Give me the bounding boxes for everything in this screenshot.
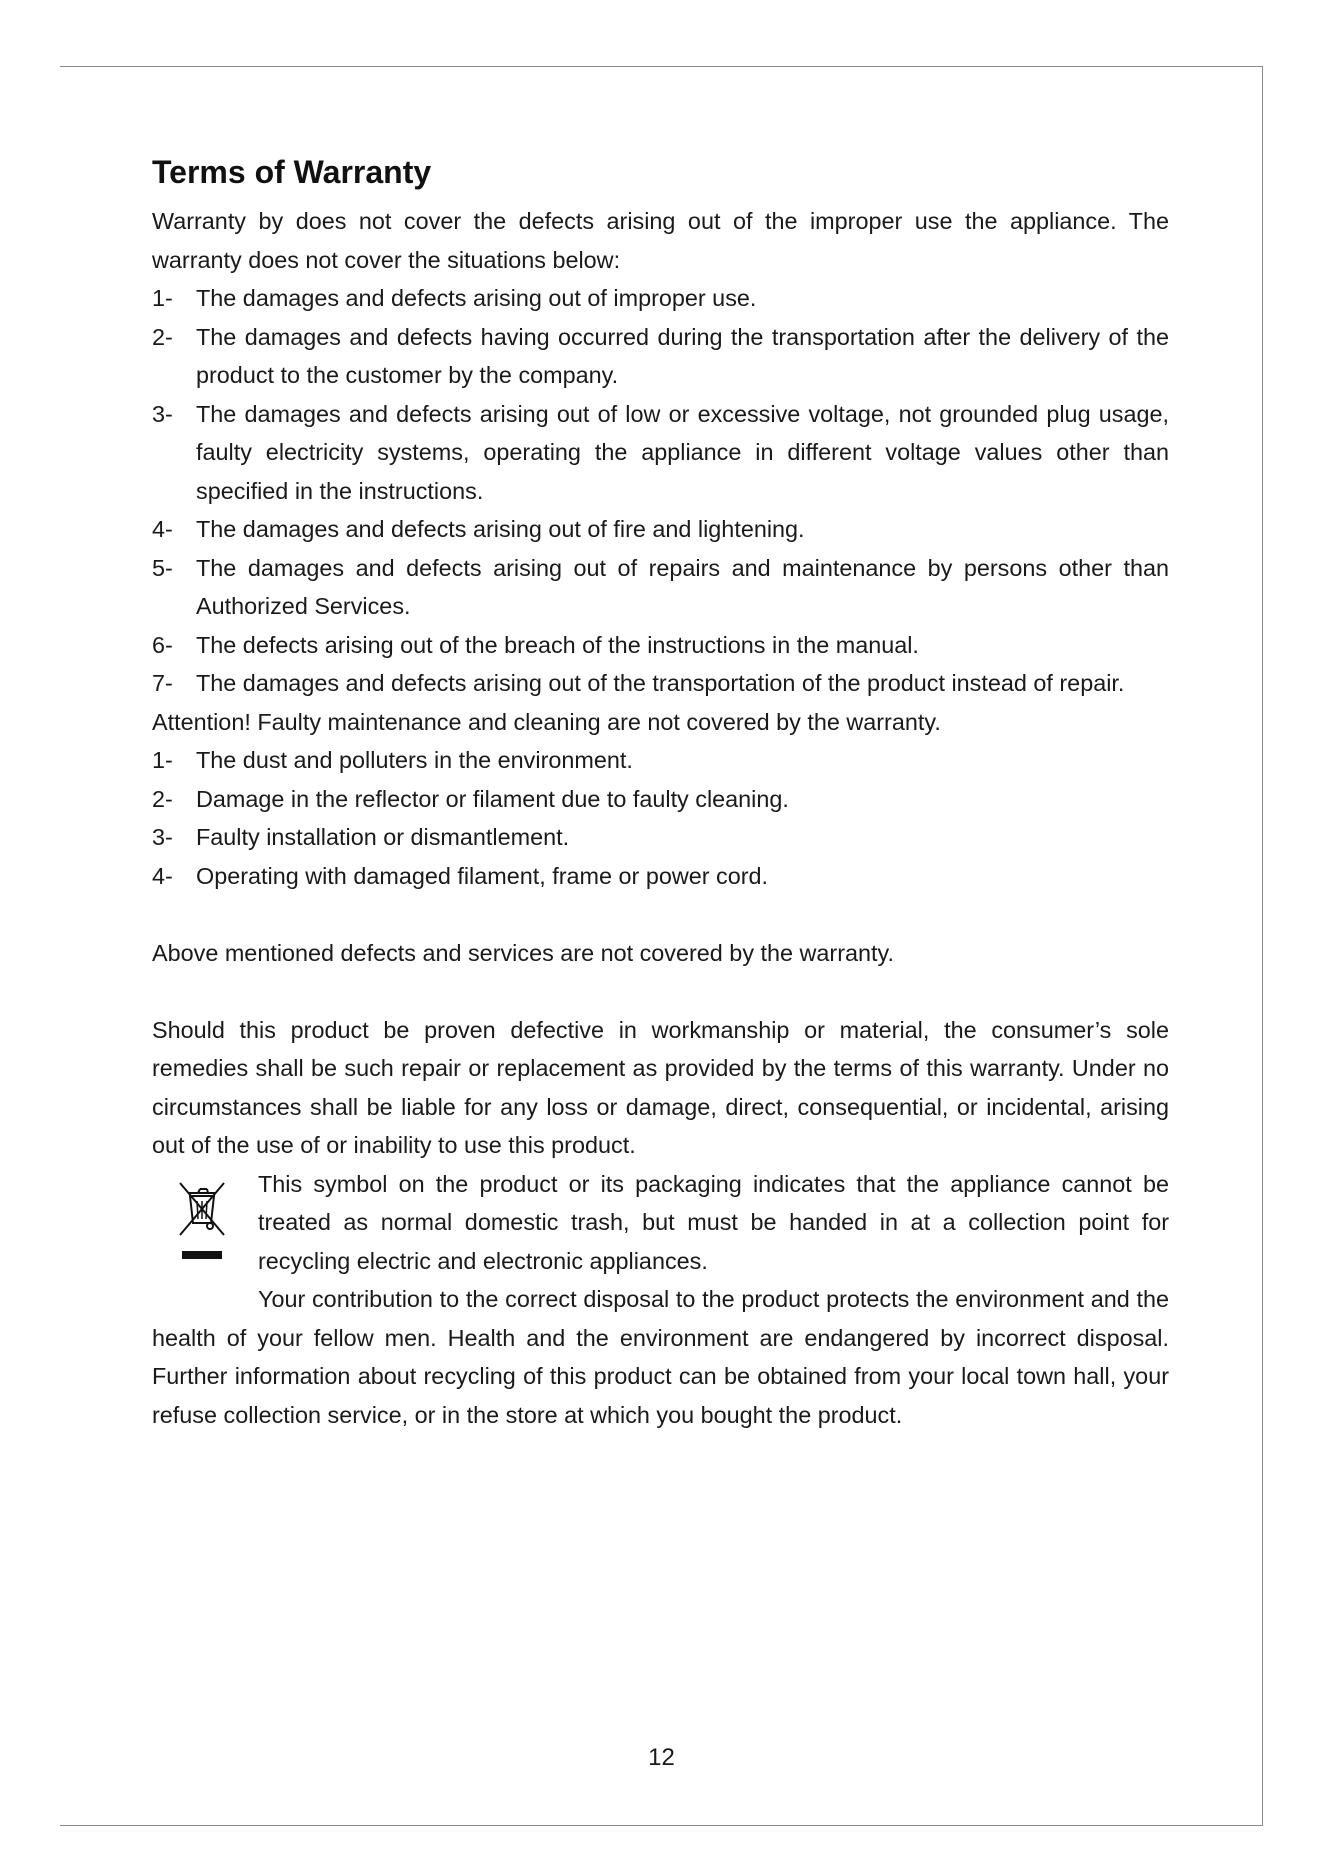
list-item <box>152 318 1169 395</box>
list-item-text: The damages and defects arising out of fire and lightening. <box>196 516 805 542</box>
page-number: 12 <box>648 1744 675 1771</box>
paragraph-spacer <box>152 972 1169 1011</box>
list-item-number: 3- <box>152 824 173 850</box>
list-item-text: The damages and defects arising out of repairs and maintenance by persons other than Authorized Services. <box>196 554 1169 619</box>
list-item-number: 3- <box>152 400 173 427</box>
list-item-number: 2- <box>152 785 173 812</box>
attention-list <box>152 741 1169 895</box>
list-item <box>152 510 1169 549</box>
list-item-text: The damages and defects having occurred during the transportation after the delivery of the product to the customer by the company. <box>196 323 1169 388</box>
list-item-number: 1- <box>152 285 173 311</box>
list-item <box>152 741 1169 780</box>
list-item-number: 7- <box>152 670 173 696</box>
list-item-number: 1- <box>152 747 173 773</box>
list-item <box>152 395 1169 511</box>
list-item-text: The defects arising out of the breach of the instructions in the manual. <box>196 631 919 658</box>
list-item <box>152 549 1169 626</box>
list-item-text: The damages and defects arising out of the transportation of the product instead of repair. <box>196 670 1125 696</box>
weee-symbol-text: This symbol on the product or its packaging indicates that the appliance cannot be treated as normal domestic trash, but must be handed in at a collection point for recycling electric and electronic appliances. <box>258 1170 1169 1274</box>
list-item-text: The damages and defects arising out of low or excessive voltage, not grounded plug usage, faulty electricity systems, operating the appliance in different voltage values other than specified in the instructions. <box>196 400 1169 504</box>
list-item <box>152 857 1169 896</box>
paragraph-spacer <box>152 895 1169 934</box>
list-item-number: 6- <box>152 631 173 658</box>
list-item-number: 4- <box>152 516 173 542</box>
not-covered-statement: Above mentioned defects and services are not covered by the warranty. <box>152 939 894 966</box>
list-item-text: Operating with damaged filament, frame or power cord. <box>196 862 769 889</box>
list-item-text: The damages and defects arising out of improper use. <box>196 285 757 311</box>
list-item-text: Damage in the reflector or filament due to faulty cleaning. <box>196 785 789 812</box>
list-item-number: 5- <box>152 554 173 581</box>
list-item-number: 2- <box>152 323 173 350</box>
list-item <box>152 626 1169 665</box>
list-item <box>152 780 1169 819</box>
page-frame-bottom-rule <box>60 1825 1263 1826</box>
remedies-paragraph: Should this product be proven defective in workmanship or material, the consumer’s sole remedies shall be such repair or replacement as provided by the terms of this warranty. Under no circumstances shall be liable for any loss or damage, direct, consequential, or incidental, arising out of the use of or inability to use this product. <box>152 1016 1169 1158</box>
crossed-out-wheelie-bin-icon <box>174 1171 230 1271</box>
weee-notice <box>152 1165 1169 1281</box>
page-frame-right-rule <box>1262 66 1263 1826</box>
document-title: Terms of Warranty <box>152 154 432 190</box>
list-item <box>152 279 1169 318</box>
list-item <box>152 664 1169 703</box>
disposal-paragraph: Your contribution to the correct disposal to the product protects the environment and the health of your fellow men. Health and the environment are endangered by incorrect disposal. Further information about recycling of this product can be obtained from your local town hall, your refuse collection service, or in the store at which you bought the product. <box>152 1286 1169 1428</box>
document-body <box>152 150 1169 1434</box>
attention-note: Attention! Faulty maintenance and cleaning are not covered by the warranty. <box>152 708 941 735</box>
page-frame-top-rule <box>60 66 1263 67</box>
list-item-number: 4- <box>152 862 173 889</box>
list-item-text: The dust and polluters in the environment. <box>196 747 633 773</box>
exclusions-list <box>152 279 1169 703</box>
list-item-text: Faulty installation or dismantlement. <box>196 824 570 850</box>
warranty-intro: Warranty by does not cover the defects arising out of the improper use the appliance. The warranty does not cover the situations below: <box>152 208 1169 273</box>
list-item <box>152 818 1169 857</box>
